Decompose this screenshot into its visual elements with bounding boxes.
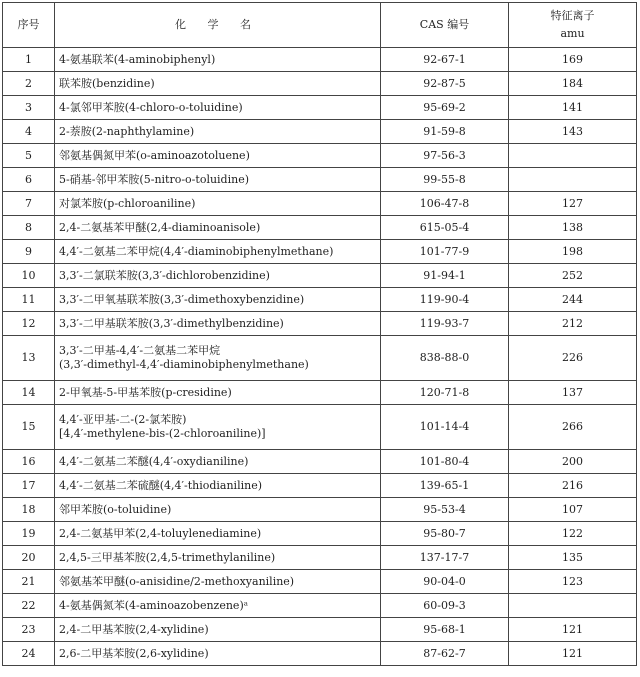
chemical-name	[55, 192, 381, 216]
cas-number: 106-47-8	[381, 192, 509, 216]
cas-number: 91-94-1	[381, 264, 509, 288]
chemical-name	[55, 72, 381, 96]
chemical-name	[55, 381, 381, 405]
characteristic-ion: 169	[509, 48, 637, 72]
chemical-name-line: 4,4′-二氨基二苯醚(4,4′-oxydianiline)	[59, 454, 249, 468]
chemical-name	[55, 474, 381, 498]
cas-number: 139-65-1	[381, 474, 509, 498]
chemical-name	[55, 450, 381, 474]
row-number: 15	[3, 405, 55, 450]
row-number: 1	[3, 48, 55, 72]
table-row	[3, 450, 637, 474]
chemical-name	[55, 288, 381, 312]
characteristic-ion: 138	[509, 216, 637, 240]
row-number: 9	[3, 240, 55, 264]
chemical-name-line: 4-氨基联苯(4-aminobiphenyl)	[59, 52, 216, 66]
row-number: 21	[3, 570, 55, 594]
chemical-name-line: 4,4′-二氨基二苯甲烷(4,4′-diaminobiphenylmethane)	[59, 244, 334, 258]
characteristic-ion	[509, 168, 637, 192]
characteristic-ion: 121	[509, 618, 637, 642]
chemical-name	[55, 240, 381, 264]
chemical-name	[55, 312, 381, 336]
chemical-name	[55, 546, 381, 570]
chemical-name-line: 2-甲氧基-5-甲基苯胺(p-cresidine)	[59, 385, 232, 399]
table-row	[3, 48, 637, 72]
table-row	[3, 618, 637, 642]
chemical-name-line: 4-氨基偶氮苯(4-aminoazobenzene)ᵃ	[59, 598, 248, 612]
cas-number: 99-55-8	[381, 168, 509, 192]
header-name: 化 学 名	[55, 3, 381, 48]
chemical-name-line: 4,4′-二氨基二苯硫醚(4,4′-thiodianiline)	[59, 478, 262, 492]
table-row	[3, 594, 637, 618]
chemical-name-line: (3,3′-dimethyl-4,4′-diaminobiphenylmethane)	[59, 358, 309, 371]
characteristic-ion: 266	[509, 405, 637, 450]
cas-number: 838-88-0	[381, 336, 509, 381]
characteristic-ion: 184	[509, 72, 637, 96]
chemical-name	[55, 618, 381, 642]
cas-number: 119-93-7	[381, 312, 509, 336]
chemical-name-line: 对氯苯胺(p-chloroaniline)	[59, 196, 196, 210]
chemical-name	[55, 594, 381, 618]
chemical-name	[55, 48, 381, 72]
cas-number: 101-77-9	[381, 240, 509, 264]
row-number: 17	[3, 474, 55, 498]
chemical-name-line: 2,4-二氨基甲苯(2,4-toluylenediamine)	[59, 526, 262, 540]
cas-number: 137-17-7	[381, 546, 509, 570]
header-amu-line2: amu	[560, 27, 585, 40]
chemical-name	[55, 216, 381, 240]
row-number: 14	[3, 381, 55, 405]
header-no: 序号	[3, 3, 55, 48]
table-row	[3, 96, 637, 120]
chemical-name-line: 3,3′-二甲基-4,4′-二氨基二苯甲烷	[59, 344, 221, 357]
table-body	[3, 48, 637, 666]
cas-number: 60-09-3	[381, 594, 509, 618]
characteristic-ion	[509, 594, 637, 618]
row-number: 20	[3, 546, 55, 570]
characteristic-ion: 216	[509, 474, 637, 498]
chemical-name	[55, 120, 381, 144]
characteristic-ion: 135	[509, 546, 637, 570]
table-row	[3, 240, 637, 264]
cas-number: 101-14-4	[381, 405, 509, 450]
chemical-name-line: 2,6-二甲基苯胺(2,6-xylidine)	[59, 646, 209, 660]
characteristic-ion: 198	[509, 240, 637, 264]
chemical-name-line: 2,4,5-三甲基苯胺(2,4,5-trimethylaniline)	[59, 550, 276, 564]
characteristic-ion: 137	[509, 381, 637, 405]
row-number: 22	[3, 594, 55, 618]
characteristic-ion: 121	[509, 642, 637, 666]
chemical-name-line: 邻甲苯胺(o-toluidine)	[59, 502, 172, 516]
characteristic-ion: 200	[509, 450, 637, 474]
header-cas: CAS 编号	[381, 3, 509, 48]
cas-number: 91-59-8	[381, 120, 509, 144]
chemical-name	[55, 336, 381, 381]
cas-number: 120-71-8	[381, 381, 509, 405]
cas-number: 95-69-2	[381, 96, 509, 120]
row-number: 8	[3, 216, 55, 240]
table-row	[3, 405, 637, 450]
row-number: 10	[3, 264, 55, 288]
chemical-name-line: 4-氯邻甲苯胺(4-chloro-o-toluidine)	[59, 100, 243, 114]
table-row	[3, 570, 637, 594]
chemical-name-line: 5-硝基-邻甲苯胺(5-nitro-o-toluidine)	[59, 172, 250, 186]
characteristic-ion: 127	[509, 192, 637, 216]
characteristic-ion: 141	[509, 96, 637, 120]
table-row	[3, 192, 637, 216]
row-number: 5	[3, 144, 55, 168]
characteristic-ion	[509, 144, 637, 168]
chemical-name	[55, 405, 381, 450]
header-amu	[509, 3, 637, 48]
characteristic-ion: 212	[509, 312, 637, 336]
characteristic-ion: 244	[509, 288, 637, 312]
table-row	[3, 288, 637, 312]
row-number: 2	[3, 72, 55, 96]
row-number: 6	[3, 168, 55, 192]
row-number: 11	[3, 288, 55, 312]
table-row	[3, 381, 637, 405]
row-number: 19	[3, 522, 55, 546]
characteristic-ion: 226	[509, 336, 637, 381]
table-row	[3, 72, 637, 96]
chemical-name-line: 3,3′-二甲氧基联苯胺(3,3′-dimethoxybenzidine)	[59, 292, 305, 306]
cas-number: 87-62-7	[381, 642, 509, 666]
chemical-name-line: 2,4-二甲基苯胺(2,4-xylidine)	[59, 622, 209, 636]
chemical-name	[55, 498, 381, 522]
chemical-name-line: 4,4′-亚甲基-二-(2-氯苯胺)	[59, 413, 187, 426]
table-row	[3, 120, 637, 144]
chemical-name-line: 邻氨基偶氮甲苯(o-aminoazotoluene)	[59, 148, 250, 162]
chemical-name	[55, 96, 381, 120]
characteristic-ion: 252	[509, 264, 637, 288]
chemical-name-line: 2,4-二氨基苯甲醚(2,4-diaminoanisole)	[59, 220, 261, 234]
characteristic-ion: 143	[509, 120, 637, 144]
chemical-name-line: 2-萘胺(2-naphthylamine)	[59, 124, 195, 138]
header-row	[3, 3, 637, 48]
cas-number: 119-90-4	[381, 288, 509, 312]
row-number: 18	[3, 498, 55, 522]
amines-table	[2, 2, 637, 666]
table-row	[3, 312, 637, 336]
table-row	[3, 642, 637, 666]
header-amu-line1: 特征离子	[550, 9, 595, 22]
table-row	[3, 144, 637, 168]
chemical-name	[55, 264, 381, 288]
chemical-name-line: 邻氨基苯甲醚(o-anisidine/2-methoxyaniline)	[59, 574, 295, 588]
characteristic-ion: 107	[509, 498, 637, 522]
cas-number: 615-05-4	[381, 216, 509, 240]
row-number: 13	[3, 336, 55, 381]
chemical-name	[55, 168, 381, 192]
table-row	[3, 264, 637, 288]
row-number: 23	[3, 618, 55, 642]
cas-number: 92-67-1	[381, 48, 509, 72]
chemical-name	[55, 570, 381, 594]
chemical-name-line: 3,3′-二甲基联苯胺(3,3′-dimethylbenzidine)	[59, 316, 284, 330]
cas-number: 92-87-5	[381, 72, 509, 96]
characteristic-ion: 123	[509, 570, 637, 594]
table-row	[3, 474, 637, 498]
cas-number: 101-80-4	[381, 450, 509, 474]
cas-number: 95-53-4	[381, 498, 509, 522]
chemical-name	[55, 642, 381, 666]
characteristic-ion: 122	[509, 522, 637, 546]
table-row	[3, 168, 637, 192]
cas-number: 90-04-0	[381, 570, 509, 594]
row-number: 16	[3, 450, 55, 474]
cas-number: 95-80-7	[381, 522, 509, 546]
row-number: 12	[3, 312, 55, 336]
row-number: 3	[3, 96, 55, 120]
row-number: 4	[3, 120, 55, 144]
cas-number: 97-56-3	[381, 144, 509, 168]
chemical-name	[55, 144, 381, 168]
table-row	[3, 216, 637, 240]
chemical-name	[55, 522, 381, 546]
table-row	[3, 546, 637, 570]
chemical-name-line: 3,3′-二氯联苯胺(3,3′-dichlorobenzidine)	[59, 268, 270, 282]
table-row	[3, 522, 637, 546]
chemical-name-line: 联苯胺(benzidine)	[59, 76, 155, 90]
table-row	[3, 336, 637, 381]
cas-number: 95-68-1	[381, 618, 509, 642]
chemical-name-line: [4,4′-methylene-bis-(2-chloroaniline)]	[59, 427, 266, 440]
row-number: 24	[3, 642, 55, 666]
row-number: 7	[3, 192, 55, 216]
table-row	[3, 498, 637, 522]
